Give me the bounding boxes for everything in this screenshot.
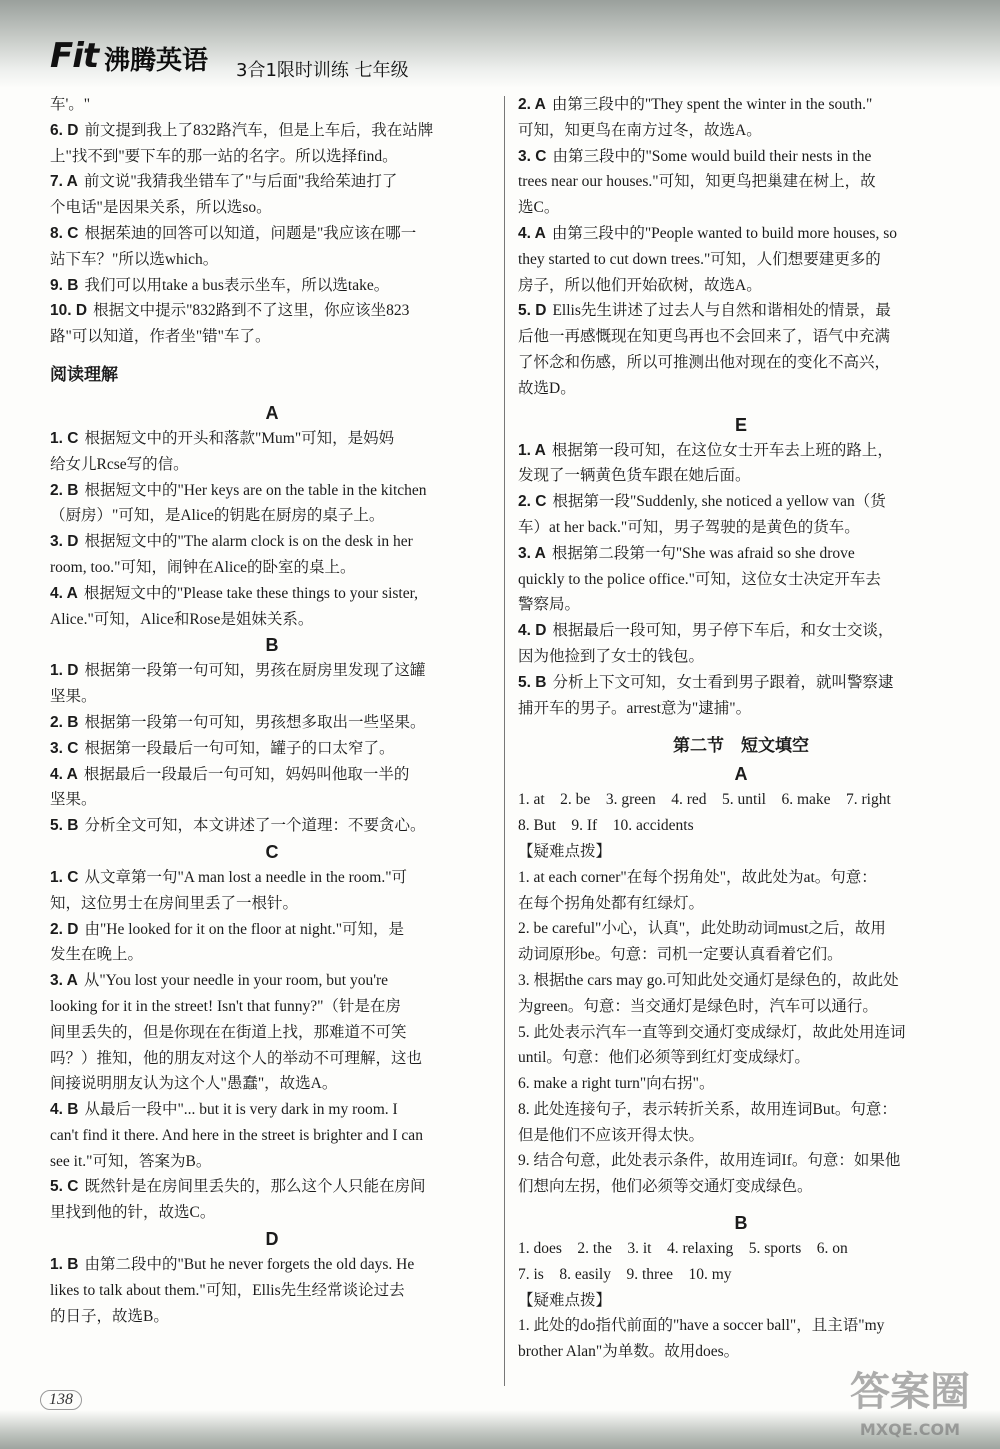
answer-line xyxy=(518,891,964,917)
answer-line xyxy=(518,839,964,865)
answer-text: 1. at each corner"在每个拐角处"，故此处为at。句意： xyxy=(518,868,877,886)
answer-line xyxy=(50,1174,494,1200)
answer-line xyxy=(50,736,494,762)
answer-line xyxy=(50,607,494,633)
answer-text: 7. is 8. easily 9. three 10. my xyxy=(518,1265,732,1283)
answer-text: 前文说"我猜我坐错车了"与后面"我给茱迪打了 xyxy=(83,173,398,191)
answer-text: brother Alan"为单数。故用does。 xyxy=(518,1343,740,1361)
answer-line xyxy=(50,1123,494,1149)
answer-text: 故选D。 xyxy=(518,379,576,397)
answer-line xyxy=(518,541,964,567)
answer-text: 间里丢失的，但是你现在在街道上找，那难道不可笑 xyxy=(50,1023,407,1041)
answer-text: until。句意：他们必须等到红灯变成绿灯。 xyxy=(518,1049,810,1067)
answer-line xyxy=(50,1097,494,1123)
answer-text: 可知，知更鸟在南方过冬，故选A。 xyxy=(518,121,762,139)
answer-text: 的日子，故选B。 xyxy=(50,1307,169,1325)
answer-line xyxy=(50,478,494,504)
answer-line xyxy=(50,1020,494,1046)
section-heading: 阅读理解 xyxy=(50,364,118,385)
answer-text: 在每个拐角处都有红绿灯。 xyxy=(518,894,705,912)
watermark-logo: 答案圈 xyxy=(850,1369,970,1415)
answer-text: 上"找不到"要下车的那一站的名字。所以选择find。 xyxy=(50,147,398,165)
answer-line xyxy=(518,1123,964,1149)
answer-line xyxy=(518,1174,964,1200)
answer-text: 捕开车的男子。arrest意为"逮捕"。 xyxy=(518,699,752,717)
answer-line xyxy=(50,118,494,144)
answer-text: room, too."可知，闹钟在Alice的卧室的桌上。 xyxy=(50,558,356,576)
answer-line xyxy=(518,195,964,221)
passage-letter-heading: D xyxy=(265,1229,279,1250)
answer-line xyxy=(518,994,964,1020)
answer-text: 1. does 2. the 3. it 4. relaxing 5. sports 6. on xyxy=(518,1240,848,1258)
answer-text: 里找到他的针，故选C。 xyxy=(50,1204,216,1222)
spacer xyxy=(518,1200,964,1210)
brand-name: 沸腾英语 xyxy=(104,46,209,76)
answer-number: 4. B xyxy=(50,1101,79,1119)
answer-line xyxy=(518,1236,964,1262)
answer-text: 从最后一段中"... but it is very dark in my room. I xyxy=(84,1101,398,1119)
answer-number: 5. C xyxy=(50,1178,79,1196)
answer-line xyxy=(518,1045,964,1071)
answer-line xyxy=(518,618,964,644)
answer-line xyxy=(50,942,494,968)
answer-line xyxy=(50,581,494,607)
answer-line xyxy=(518,670,964,696)
answer-line xyxy=(50,144,494,170)
answer-line xyxy=(50,92,494,118)
answer-text: trees near our houses."可知，知更鸟把巢建在树上，故 xyxy=(518,173,876,191)
answer-line xyxy=(518,376,964,402)
answer-text: looking for it in the street! Isn't that funny?"（针是在房 xyxy=(50,997,401,1015)
answer-text: can't find it there. And here in the street is brighter and I can xyxy=(50,1126,423,1144)
answer-text: 由第三段中的"They spent the winter in the south." xyxy=(551,96,873,113)
answer-text: 根据第一段可知，在这位女士开车去上班的路上， xyxy=(551,441,893,459)
answer-line xyxy=(50,555,494,581)
answer-number: 4. A xyxy=(50,584,78,602)
answer-text: 根据文中提示"832路到不了这里，你应该坐823 xyxy=(93,302,410,320)
answer-number: 1. C xyxy=(50,429,79,447)
answer-line xyxy=(50,813,494,839)
answer-line xyxy=(518,1020,964,1046)
passage-letter-heading: E xyxy=(734,414,747,435)
answer-text: 坚果。 xyxy=(50,688,97,706)
answer-line xyxy=(50,273,494,299)
answer-number: 3. A xyxy=(518,544,546,562)
answer-line xyxy=(518,1288,964,1314)
answer-number: 5. D xyxy=(518,302,547,320)
answer-line xyxy=(518,118,964,144)
answer-line xyxy=(50,1278,494,1304)
answer-line xyxy=(50,891,494,917)
answer-line xyxy=(518,813,964,839)
answer-line xyxy=(518,221,964,247)
answer-text: 【疑难点拨】 xyxy=(518,1291,612,1309)
answer-text: 5. 此处表示汽车一直等到交通灯变成绿灯，故此处用连词 xyxy=(518,1023,906,1041)
answer-number: 7. A xyxy=(50,173,78,191)
watermark-url: MXQE.COM xyxy=(859,1420,960,1439)
answer-line xyxy=(50,762,494,788)
answer-line xyxy=(518,1148,964,1174)
answer-line xyxy=(50,994,494,1020)
spacer xyxy=(50,390,494,400)
answer-text: 【疑难点拨】 xyxy=(518,842,612,860)
answer-line xyxy=(50,503,494,529)
answer-text: 路"可以知道，作者坐"错"车了。 xyxy=(50,328,271,346)
section-heading: 第二节 短文填空 xyxy=(673,736,809,757)
passage-letter-heading: A xyxy=(265,402,279,423)
answer-text: 车'。" xyxy=(50,96,91,113)
answer-number: 3. A xyxy=(50,972,78,990)
page-number: 138 xyxy=(40,1390,82,1410)
answer-text: 根据第一段第一句可知，男孩想多取出一些坚果。 xyxy=(84,713,426,731)
answer-text: 从文章第一句"A man lost a needle in the room."可 xyxy=(84,868,408,886)
answer-text: 根据短文中的"Please take these things to your sister, xyxy=(83,584,419,602)
answer-line xyxy=(50,324,494,350)
answer-text: 警察局。 xyxy=(518,596,581,614)
answer-line xyxy=(50,169,494,195)
answer-text: 从"You lost your needle in your room, but you're xyxy=(83,972,389,990)
spacer xyxy=(518,402,964,412)
answer-number: 1. C xyxy=(50,868,79,886)
answer-text: 选C。 xyxy=(518,199,560,217)
answer-line xyxy=(518,169,964,195)
answer-text: 给女儿Rcse写的信。 xyxy=(50,455,189,473)
answer-line xyxy=(518,298,964,324)
answer-line xyxy=(50,247,494,273)
answer-line xyxy=(518,1262,964,1288)
answer-line xyxy=(518,144,964,170)
answer-line xyxy=(50,1252,494,1278)
answer-text: see it."可知，答案为B。 xyxy=(50,1152,212,1170)
answer-text: 前文提到我上了832路汽车，但是上车后，我在站牌 xyxy=(84,121,434,139)
passage-letter-heading: C xyxy=(265,841,279,862)
answer-line xyxy=(518,696,964,722)
spacer xyxy=(50,350,494,360)
answer-line xyxy=(50,865,494,891)
answer-number: 2. C xyxy=(518,493,547,511)
answer-text: quickly to the police office."可知，这位女士决定开车去 xyxy=(518,570,881,588)
answer-number: 5. B xyxy=(518,673,547,691)
answer-number: 1. D xyxy=(50,662,79,680)
answer-text: 发生在晚上。 xyxy=(50,946,144,964)
answer-line xyxy=(518,92,964,118)
series-title: 3合1限时训练 七年级 xyxy=(236,60,409,81)
answer-line xyxy=(518,1071,964,1097)
answer-line xyxy=(50,221,494,247)
answer-text: 9. 结合句意，此处表示条件，故用连词If。句意：如果他 xyxy=(518,1152,901,1170)
answer-text: 6. make a right turn"向右拐"。 xyxy=(518,1075,715,1093)
answer-line xyxy=(518,515,964,541)
answer-text: 1. 此处的do指代前面的"have a soccer ball"，且主语"my xyxy=(518,1317,885,1335)
answer-line xyxy=(518,592,964,618)
answer-text: 个电话"是因果关系，所以选so。 xyxy=(50,199,272,217)
answer-number: 9. B xyxy=(50,276,79,294)
answer-text: 分析上下文可知，女士看到男子跟着，就叫警察逮 xyxy=(552,673,894,691)
answer-text: likes to talk about them."可知，Ellis先生经常谈论过去 xyxy=(50,1281,405,1299)
answer-text: 吗？）推知，他的朋友对这个人的举动不可理解，这也 xyxy=(50,1049,423,1067)
answer-line xyxy=(50,684,494,710)
answer-number: 10. D xyxy=(50,302,88,320)
answer-text: 根据第二段第一句"She was afraid so she drove xyxy=(551,544,855,562)
answer-text: 根据第一段第一句可知，男孩在厨房里发现了这罐 xyxy=(84,662,426,680)
answer-number: 3. C xyxy=(518,147,547,165)
answer-text: 知，这位男士在房间里丢了一根针。 xyxy=(50,894,299,912)
answer-text: 坚果。 xyxy=(50,791,97,809)
answer-line xyxy=(50,1200,494,1226)
column-divider xyxy=(504,96,505,1386)
answer-text: 我们可以用take a bus表示坐车，所以选take。 xyxy=(84,276,390,294)
answer-text: 为green。句意：当交通灯是绿色时，汽车可以通行。 xyxy=(518,997,878,1015)
answer-text: 1. at 2. be 3. green 4. red 5. until 6. make 7. right xyxy=(518,791,891,809)
answer-number: 2. B xyxy=(50,713,79,731)
answer-text: 后他一再感慨现在知更鸟再也不会回来了，语气中充满 xyxy=(518,328,891,346)
answer-line xyxy=(50,1071,494,1097)
answer-text: 分析全文可知，本文讲述了一个道理：不要贪心。 xyxy=(84,817,426,835)
answer-text: Alice."可知，Alice和Rose是姐妹关系。 xyxy=(50,610,314,628)
answer-text: 间接说明朋友认为这个人"愚蠢"，故选A。 xyxy=(50,1075,338,1093)
answer-text: 们想向左拐，他们必须等交通灯变成绿色。 xyxy=(518,1178,813,1196)
answer-number: 3. C xyxy=(50,739,79,757)
answer-text: 2. be careful"小心，认真"，此处助动词must之后，故用 xyxy=(518,920,886,938)
answer-text: 由第二段中的"But he never forgets the old days. He xyxy=(84,1256,415,1274)
answer-text: 根据第一段"Suddenly, she noticed a yellow van（货 xyxy=(552,493,886,511)
answer-line xyxy=(518,438,964,464)
answer-line xyxy=(50,195,494,221)
answer-line xyxy=(50,787,494,813)
spacer xyxy=(518,721,964,731)
answer-line xyxy=(518,787,964,813)
answer-number: 2. B xyxy=(50,481,79,499)
answer-text: 由"He looked for it on the floor at night."可知，是 xyxy=(84,920,405,938)
answer-text: 根据茱迪的回答可以知道，问题是"我应该在哪一 xyxy=(84,224,417,242)
passage-letter-heading: B xyxy=(265,635,279,656)
answer-line xyxy=(50,1149,494,1175)
answer-number: 2. A xyxy=(518,96,546,113)
answer-number: 4. D xyxy=(518,622,547,640)
answer-line xyxy=(50,917,494,943)
answer-text: （厨房）"可知，是Alice的钥匙在厨房的桌子上。 xyxy=(50,507,385,525)
answer-text: 根据最后一段可知，男子停下车后，和女士交谈， xyxy=(552,622,894,640)
answer-text: 既然针是在房间里丢失的，那么这个人只能在房间 xyxy=(84,1178,426,1196)
answer-line xyxy=(50,529,494,555)
answer-text: 根据短文中的"Her keys are on the table in the kitchen xyxy=(84,481,427,499)
right-column xyxy=(518,92,964,1365)
answer-line xyxy=(50,658,494,684)
answer-text: they started to cut down trees."可知，人们想要建更多的 xyxy=(518,250,881,268)
passage-letter-heading: B xyxy=(734,1213,748,1234)
answer-line xyxy=(518,1313,964,1339)
answer-text: 根据最后一段最后一句可知，妈妈叫他取一半的 xyxy=(83,765,410,783)
answer-line xyxy=(50,452,494,478)
answer-text: 由第三段中的"People wanted to build more houses, so xyxy=(551,224,897,242)
answer-number: 5. B xyxy=(50,817,79,835)
answer-text: 根据第一段最后一句可知，罐子的口太窄了。 xyxy=(84,739,395,757)
answer-line xyxy=(50,1304,494,1330)
answer-number: 2. D xyxy=(50,920,79,938)
answer-text: 了怀念和伤感，所以可推测出他对现在的变化不高兴， xyxy=(518,353,891,371)
answer-text: 8. But 9. If 10. accidents xyxy=(518,817,694,835)
answer-text: 但是他们不应该开得太快。 xyxy=(518,1126,705,1144)
answer-line xyxy=(518,489,964,515)
left-column xyxy=(50,92,494,1329)
answer-text: 房子，所以他们开始砍树，故选A。 xyxy=(518,276,762,294)
answer-text: 车）at her back."可知，男子驾驶的是黄色的货车。 xyxy=(518,518,860,536)
answer-number: 1. B xyxy=(50,1256,79,1274)
answer-text: 根据短文中的开头和落款"Mum"可知，是妈妈 xyxy=(84,429,395,447)
answer-text: 3. 根据the cars may go.可知此处交通灯是绿色的，故此处 xyxy=(518,971,899,989)
answer-line xyxy=(518,463,964,489)
answer-line xyxy=(518,273,964,299)
answer-line xyxy=(518,567,964,593)
answer-text: 由第三段中的"Some would build their nests in the xyxy=(552,147,872,165)
answer-text: 站下车？"所以选which。 xyxy=(50,250,219,268)
answer-text: Ellis先生讲述了过去人与自然和谐相处的情景，最 xyxy=(552,302,891,320)
brand-logo: Fit xyxy=(50,36,99,76)
answer-number: 4. A xyxy=(50,765,78,783)
answer-text: 8. 此处连接句子，表示转折关系，故用连词But。句意： xyxy=(518,1100,897,1118)
answer-line xyxy=(518,968,964,994)
answer-text: 因为他捡到了女士的钱包。 xyxy=(518,647,705,665)
page-header-banner xyxy=(0,0,1000,88)
answer-line xyxy=(518,324,964,350)
answer-line xyxy=(518,350,964,376)
answer-line xyxy=(50,968,494,994)
answer-line xyxy=(50,298,494,324)
answer-line xyxy=(518,247,964,273)
answer-line xyxy=(518,942,964,968)
answer-line xyxy=(518,916,964,942)
answer-number: 4. A xyxy=(518,224,546,242)
answer-line xyxy=(50,426,494,452)
answer-number: 1. A xyxy=(518,441,546,459)
answer-text: 动词原形be。句意：司机一定要认真看着它们。 xyxy=(518,946,843,964)
answer-number: 3. D xyxy=(50,533,79,551)
answer-line xyxy=(50,710,494,736)
answer-text: 根据短文中的"The alarm clock is on the desk in her xyxy=(84,533,413,551)
answer-line xyxy=(518,1097,964,1123)
answer-line xyxy=(518,865,964,891)
answer-line xyxy=(518,644,964,670)
answer-number: 6. D xyxy=(50,121,79,139)
answer-number: 8. C xyxy=(50,224,79,242)
answer-text: 发现了一辆黄色货车跟在她后面。 xyxy=(518,467,751,485)
answer-line xyxy=(50,1046,494,1072)
passage-letter-heading: A xyxy=(734,764,748,785)
